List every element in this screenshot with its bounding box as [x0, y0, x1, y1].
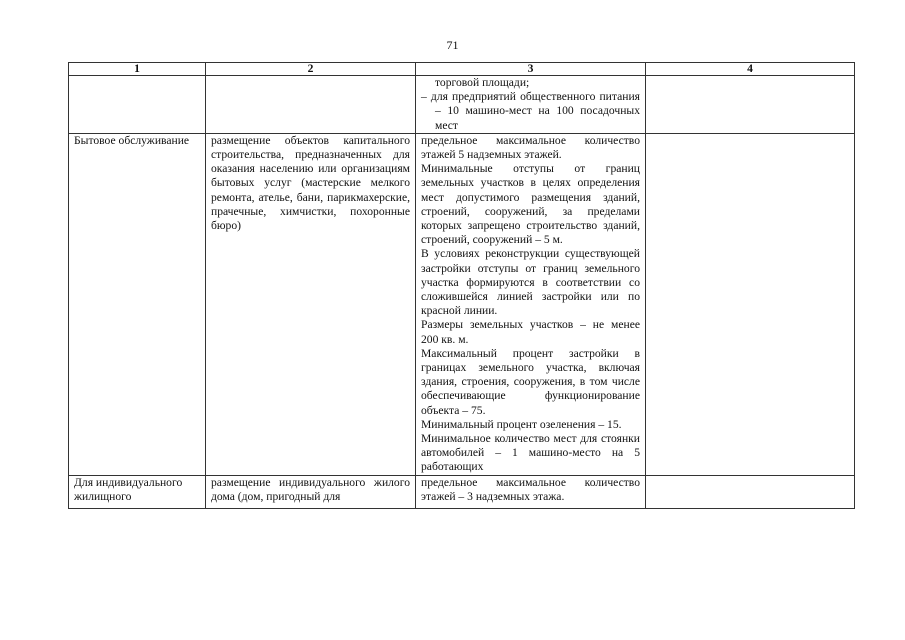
table-header-row: [69, 63, 855, 76]
header-col-2: 2: [206, 63, 416, 76]
table-row-household-services: [69, 133, 855, 475]
cell-notes: [646, 133, 855, 475]
cell-empty: [646, 76, 855, 134]
cell-empty: [69, 76, 206, 134]
header-col-3: 3: [416, 63, 646, 76]
table-row-individual-housing: [69, 475, 855, 508]
param-paragraph: Минимальные отступы от границ земельных участков в целях определения мест допустимого размещения зданий, строений, сооружений, за пределами которых запрещено строительство зданий, строений, сооружений – 5 м.: [421, 162, 640, 247]
dash-list-item: – для предприятий общественного питания – 10 машино-мест на 100 посадочных мест: [421, 90, 640, 132]
param-paragraph: Размеры земельных участков – не менее 200 кв. м.: [421, 318, 640, 346]
param-paragraph: Максимальный процент застройки в границах земельного участка, включая здания, строения, сооружения, в том числе обеспечивающие функционирование объекта – 75.: [421, 346, 640, 417]
cell-description: размещение индивидуального жилого дома (дом, пригодный для: [206, 475, 416, 508]
page-number: 71: [446, 38, 459, 52]
cell-parameters: [416, 133, 646, 475]
cell-parameters: [416, 76, 646, 134]
header-col-1: 1: [69, 63, 206, 76]
cell-notes: [646, 475, 855, 508]
cell-description: размещение объектов капитального строительства, предназначенных для оказания населению или организациям бытовых услуг (мастерские мелкого ремонта, ателье, бани, парикмахерские, прачечные, химчистки, похоронные бюро): [206, 133, 416, 475]
cell-use-type: Для индивидуального жилищного: [69, 475, 206, 508]
regulations-table: [68, 62, 855, 509]
cell-empty: [206, 76, 416, 134]
table-row-continuation: [69, 76, 855, 134]
header-col-4: 4: [646, 63, 855, 76]
cell-use-type: Бытовое обслуживание: [69, 133, 206, 475]
cell-parameters: предельное максимальное количество этажей – 3 надземных этажа.: [416, 475, 646, 508]
param-paragraph: В условиях реконструкции существующей застройки отступы от границ земельного участка формируются в соответствии со сложившейся линией застройки или по красной линии.: [421, 247, 640, 318]
param-paragraph: предельное максимальное количество этажей 5 надземных этажей.: [421, 133, 640, 162]
continuation-line: торговой площади;: [435, 76, 530, 89]
param-paragraph: Минимальное количество мест для стоянки автомобилей – 1 машино-место на 5 работающих: [421, 432, 640, 474]
param-paragraph: Минимальный процент озеленения – 15.: [421, 417, 622, 431]
